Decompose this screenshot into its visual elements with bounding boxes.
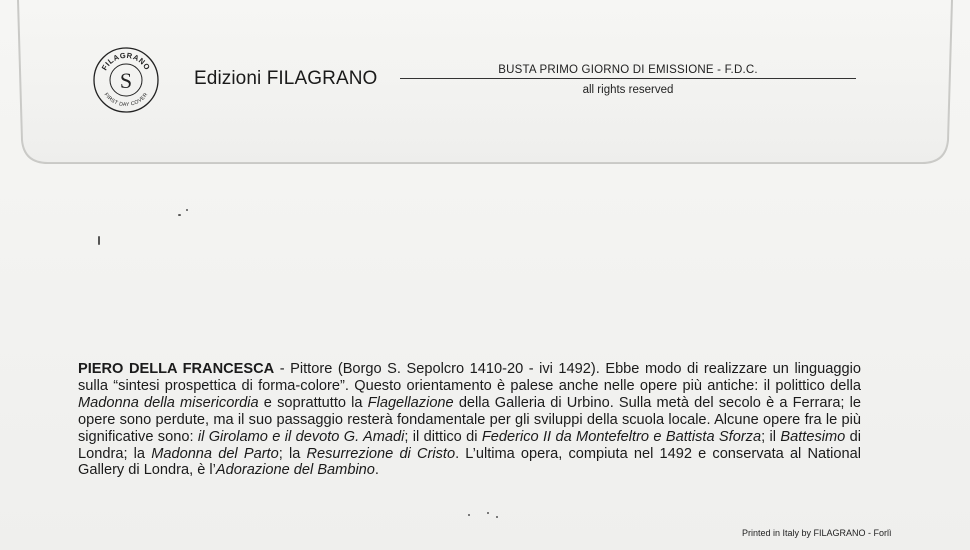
bio-text: ; la xyxy=(278,445,307,462)
svg-text:FILAGRANO: FILAGRANO xyxy=(99,50,153,72)
work-title: Battesimo xyxy=(780,428,846,445)
rights-note: all rights reserved xyxy=(582,84,674,96)
paper-speck xyxy=(186,209,188,211)
artist-name: PIERO DELLA FRANCESCA xyxy=(78,361,275,377)
bio-text: della Galleria di Urbino. Sulla metà del secolo è a Ferrara; le opere sono perdute, ma il suo passaggio resterà fondamentale per gli sviluppi della scuola locale. Alcune opere fra le più significative sono: xyxy=(78,394,861,445)
printer-imprint: Printed in Italy by FILAGRANO - Forlì xyxy=(742,528,892,538)
work-title: Flagellazione xyxy=(367,394,454,411)
paper-speck xyxy=(468,514,470,516)
fdc-title: BUSTA PRIMO GIORNO DI EMISSIONE - F.D.C. xyxy=(498,64,758,76)
work-title: Madonna della misericordia xyxy=(78,394,259,411)
work-title: Adorazione del Bambino xyxy=(215,462,375,479)
svg-text:FIRST DAY COVER: FIRST DAY COVER xyxy=(102,91,150,109)
bio-text: . xyxy=(374,462,379,479)
artist-biography xyxy=(78,361,861,479)
work-title: Madonna del Parto xyxy=(151,445,279,462)
paper-speck xyxy=(496,516,498,518)
svg-text:S: S xyxy=(119,68,133,93)
bio-text: . L’ultima opera, compiuta nel 1492 e conservata al National Gallery di Londra, è l’ xyxy=(78,445,862,479)
bio-text: ; il dittico di xyxy=(404,428,482,445)
work-title: il Girolamo e il devoto G. Amadi xyxy=(197,428,405,445)
work-title: Federico II da Montefeltro e Battista Sforza xyxy=(481,428,762,445)
paper-speck xyxy=(98,236,100,245)
paper-speck xyxy=(178,214,181,216)
bio-text: ; il xyxy=(761,428,781,445)
bio-text: e soprattutto la xyxy=(258,394,368,411)
filagrano-logo xyxy=(93,47,159,113)
paper-speck xyxy=(487,512,489,514)
work-title: Resurrezione di Cristo xyxy=(306,445,456,462)
divider-line xyxy=(400,78,856,79)
bio-text: di Londra; la xyxy=(78,428,861,462)
publisher-name: Edizioni FILAGRANO xyxy=(194,68,378,89)
bio-text: - Pittore (Borgo S. Sepolcro 1410-20 - ivi 1492). Ebbe modo di realizzare un linguaggio sulla “sintesi prospettica di forma-colore”. Questo orientamento è palese anche nelle opere più antiche: il polittico della xyxy=(78,361,861,394)
